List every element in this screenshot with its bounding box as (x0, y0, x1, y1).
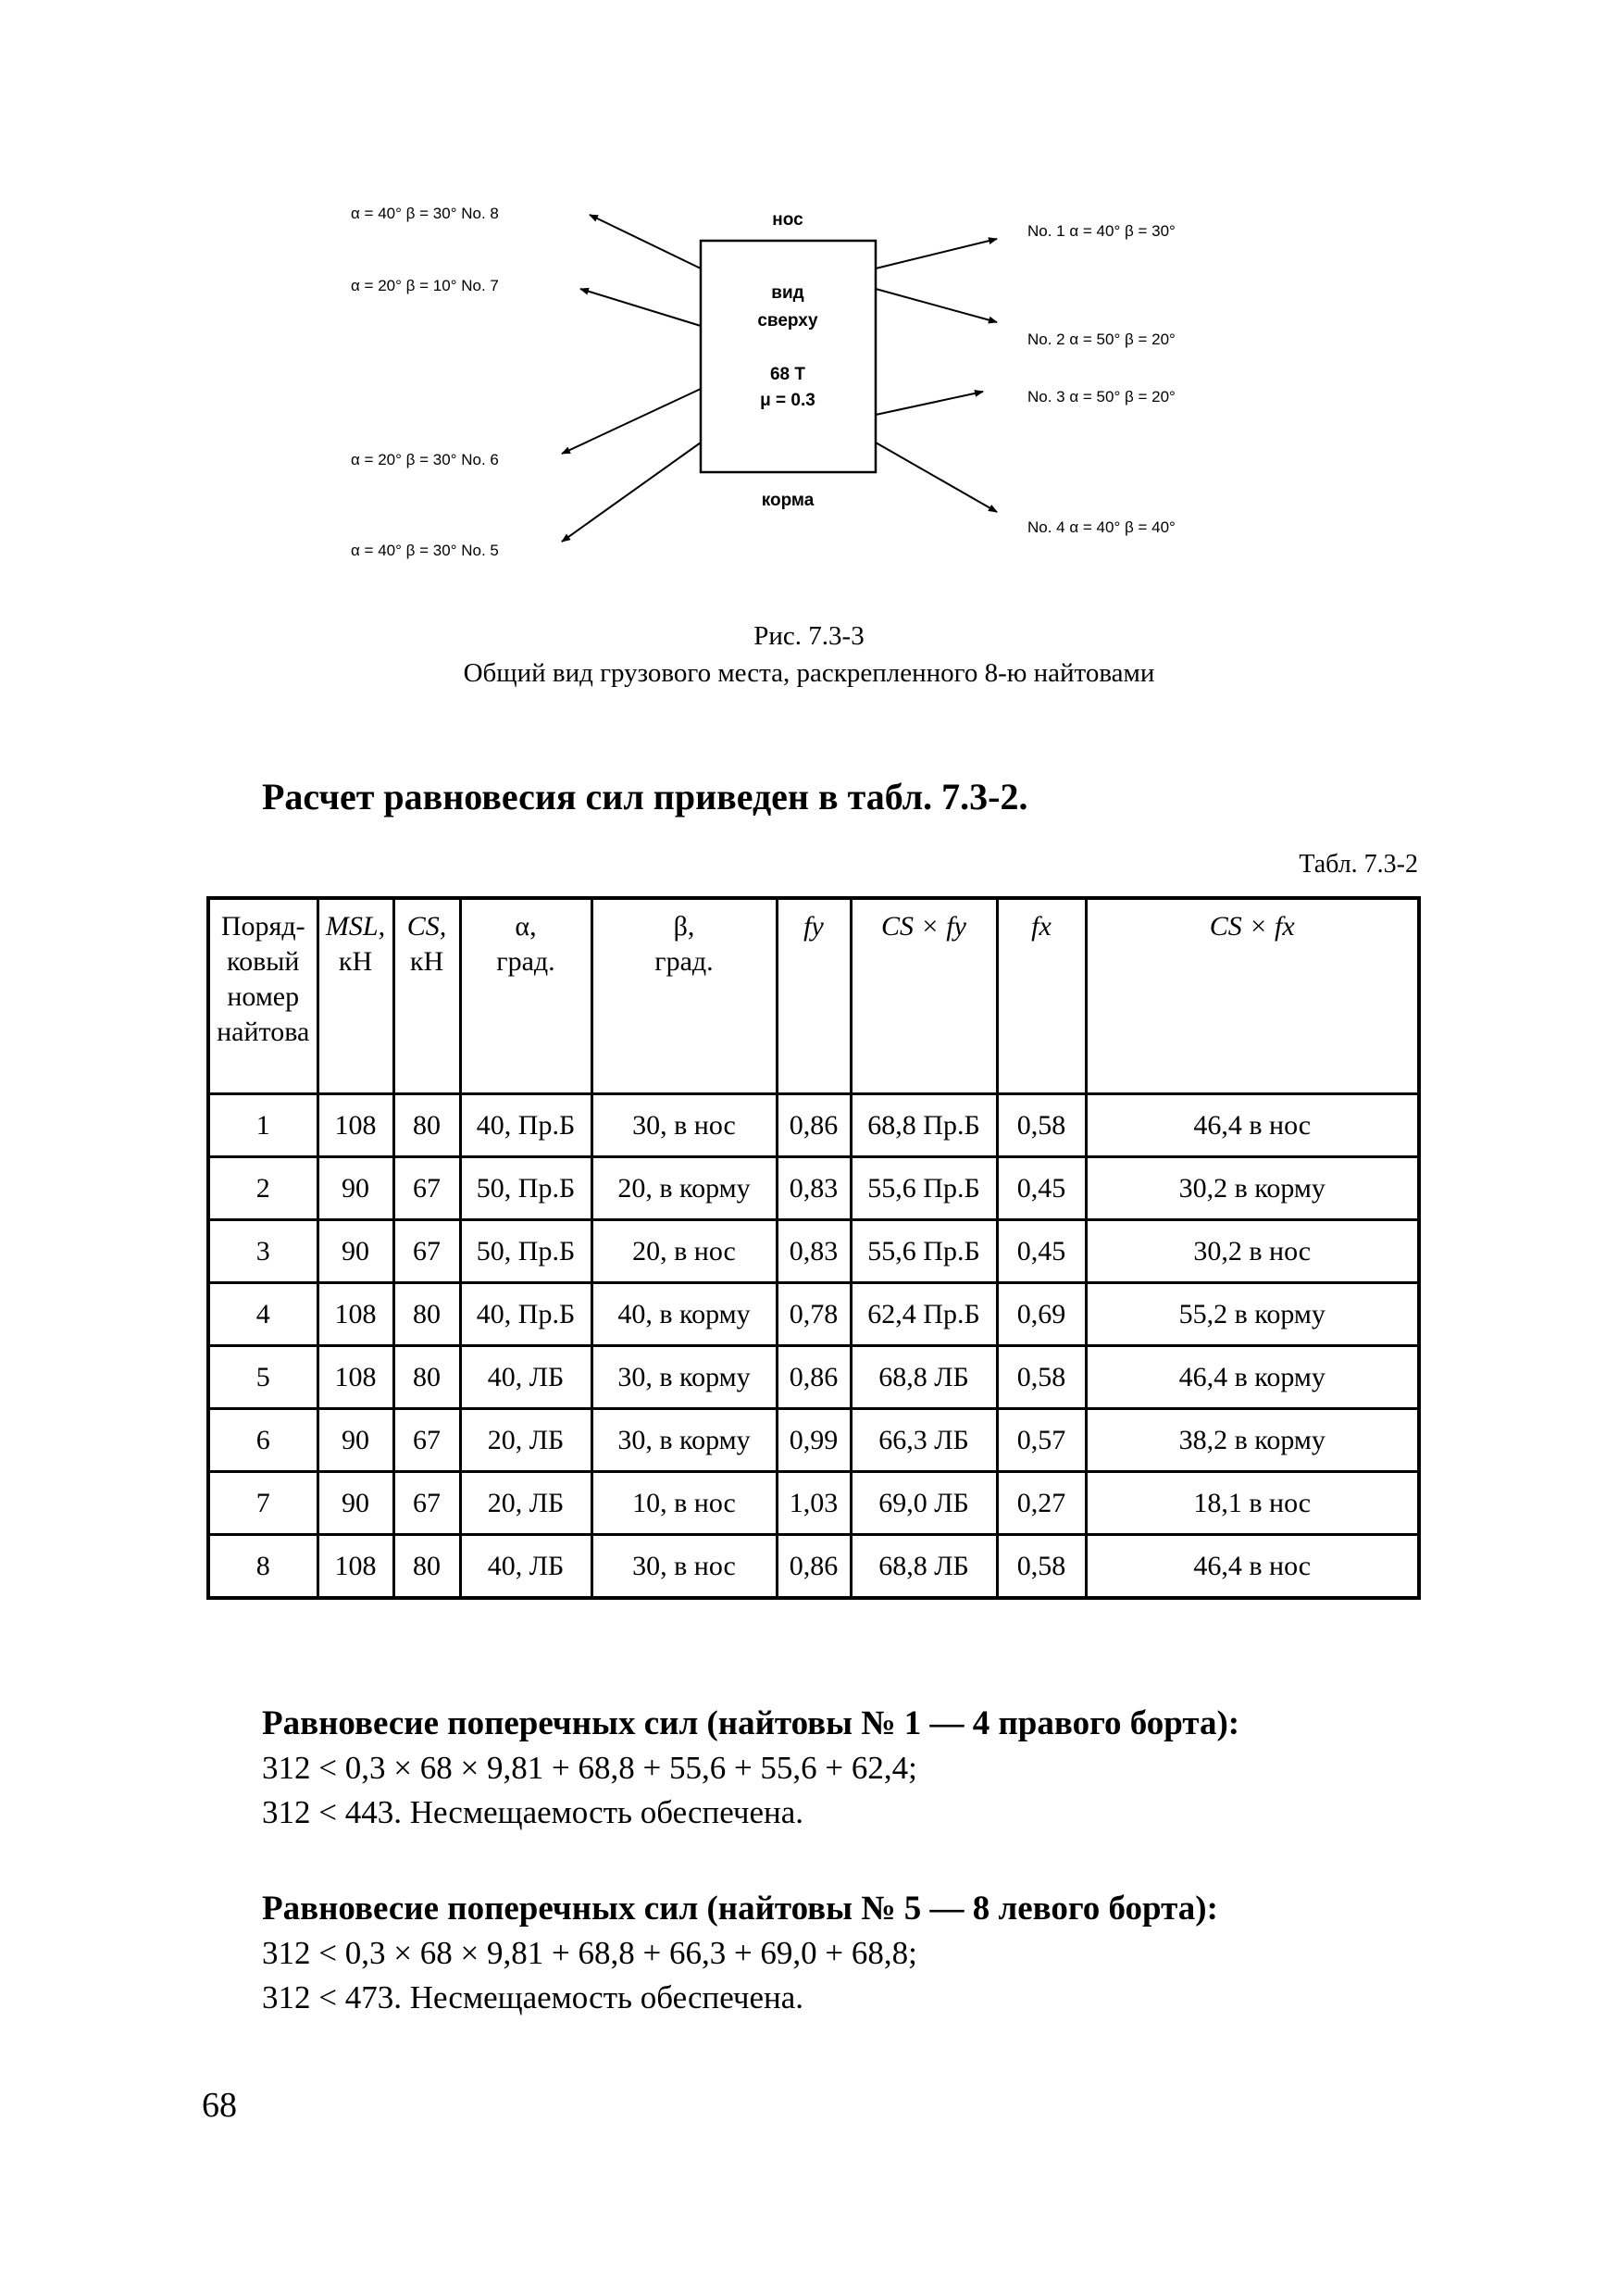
lashing-arrow-6 (562, 389, 701, 454)
cell-number: 6 (208, 1409, 317, 1472)
cell-cs: 67 (393, 1220, 460, 1283)
cell-beta: 20, в корму (591, 1157, 777, 1220)
cell-cs-fy: 55,6 Пр.Б (851, 1157, 997, 1220)
cell-msl: 90 (317, 1472, 393, 1535)
lashing-arrow-1 (876, 239, 997, 268)
cell-alpha: 50, Пр.Б (460, 1157, 591, 1220)
header-beta (591, 898, 777, 1094)
lashing-arrow-8 (590, 215, 701, 268)
cell-fx: 0,58 (997, 1094, 1086, 1157)
cell-cs: 80 (393, 1283, 460, 1346)
table-row (208, 1220, 1419, 1283)
cell-cs-fy: 68,8 ЛБ (851, 1346, 997, 1409)
cell-beta: 10, в нос (591, 1472, 777, 1535)
cell-number: 7 (208, 1472, 317, 1535)
cell-fx: 0,45 (997, 1157, 1086, 1220)
lashing-arrow-5 (562, 443, 701, 542)
cell-fx: 0,58 (997, 1346, 1086, 1409)
forces-table (206, 896, 1421, 1600)
header-text: α, (515, 911, 537, 942)
cell-cs-fy: 68,8 Пр.Б (851, 1094, 997, 1157)
cell-cs: 80 (393, 1346, 460, 1409)
lashing-label-6: α = 20° β = 30° No. 6 (351, 451, 499, 468)
balance-right-title: Равновесие поперечных сил (найтовы № 1 — 4 правого борта): (262, 1704, 1240, 1742)
cell-cs-fx: 30,2 в нос (1086, 1220, 1419, 1283)
cell-beta: 30, в корму (591, 1346, 777, 1409)
cell-cs-fx: 46,4 в корму (1086, 1346, 1419, 1409)
cell-fy: 0,86 (777, 1094, 851, 1157)
cell-alpha: 20, ЛБ (460, 1409, 591, 1472)
cell-cs-fy: 55,6 Пр.Б (851, 1220, 997, 1283)
cell-msl: 108 (317, 1346, 393, 1409)
cell-fy: 0,99 (777, 1409, 851, 1472)
cell-fy: 1,03 (777, 1472, 851, 1535)
cell-cs-fx: 46,4 в нос (1086, 1094, 1419, 1157)
header-text: CS, (406, 911, 447, 942)
cell-fy: 0,83 (777, 1157, 851, 1220)
header-fy: fy (777, 898, 851, 1094)
header-alpha (460, 898, 591, 1094)
cell-number: 5 (208, 1346, 317, 1409)
cell-msl: 90 (317, 1157, 393, 1220)
cell-cs: 80 (393, 1094, 460, 1157)
box-text-2: сверху (757, 311, 818, 331)
balance-right-line2: 312 < 443. Несмещаемость обеспечена. (262, 1794, 804, 1830)
box-text-3: 68 Т (769, 365, 806, 384)
cell-number: 4 (208, 1283, 317, 1346)
table-label: Табл. 7.3-2 (1299, 850, 1418, 879)
cell-cs-fx: 30,2 в корму (1086, 1157, 1419, 1220)
cell-alpha: 50, Пр.Б (460, 1220, 591, 1283)
header-msl (317, 898, 393, 1094)
label-stern: корма (761, 491, 815, 510)
cell-fy: 0,78 (777, 1283, 851, 1346)
cell-fx: 0,45 (997, 1220, 1086, 1283)
lashing-arrow-4 (876, 443, 997, 512)
lashing-label-4: No. 4 α = 40° β = 40° (1027, 518, 1176, 536)
box-text-4: μ = 0.3 (760, 391, 815, 410)
header-text: MSL, (325, 911, 386, 942)
cell-beta: 30, в нос (591, 1094, 777, 1157)
cell-fx: 0,27 (997, 1472, 1086, 1535)
header-text: ковый (227, 946, 300, 977)
header-unit: кН (409, 946, 444, 977)
cell-beta: 20, в нос (591, 1220, 777, 1283)
cell-number: 1 (208, 1094, 317, 1157)
cell-fy: 0,86 (777, 1535, 851, 1599)
cell-number: 3 (208, 1220, 317, 1283)
header-unit: град. (496, 946, 555, 977)
cell-fx: 0,57 (997, 1409, 1086, 1472)
lashing-label-7: α = 20° β = 10° No. 7 (351, 277, 499, 294)
cell-fy: 0,83 (777, 1220, 851, 1283)
header-unit: град. (654, 946, 714, 977)
figure-number: Рис. 7.3-3 (753, 621, 865, 651)
balance-left-line1: 312 < 0,3 × 68 × 9,81 + 68,8 + 66,3 + 69,0 + 68,8; (262, 1935, 917, 1971)
cell-fx: 0,58 (997, 1535, 1086, 1599)
table-header-row (208, 898, 1419, 1094)
cell-fx: 0,69 (997, 1283, 1086, 1346)
box-text-1: вид (771, 283, 804, 303)
cell-cs-fy: 69,0 ЛБ (851, 1472, 997, 1535)
cell-alpha: 40, Пр.Б (460, 1283, 591, 1346)
lashing-label-3: No. 3 α = 50° β = 20° (1027, 388, 1176, 406)
cell-msl: 90 (317, 1220, 393, 1283)
cell-msl: 108 (317, 1535, 393, 1599)
cell-cs: 67 (393, 1157, 460, 1220)
cell-cs-fy: 62,4 Пр.Б (851, 1283, 997, 1346)
cell-msl: 108 (317, 1283, 393, 1346)
lashing-arrow-3 (876, 392, 983, 415)
header-cs (393, 898, 460, 1094)
cell-cs-fy: 66,3 ЛБ (851, 1409, 997, 1472)
table-row (208, 1346, 1419, 1409)
cell-msl: 108 (317, 1094, 393, 1157)
lashing-label-8: α = 40° β = 30° No. 8 (351, 205, 499, 222)
table-row (208, 1472, 1419, 1535)
cell-cs-fx: 55,2 в корму (1086, 1283, 1419, 1346)
cell-beta: 30, в нос (591, 1535, 777, 1599)
lashing-label-2: No. 2 α = 50° β = 20° (1027, 331, 1176, 348)
header-unit: кН (338, 946, 373, 977)
cargo-box (701, 241, 876, 472)
header-text: номер (227, 981, 300, 1012)
cell-cs-fx: 18,1 в нос (1086, 1472, 1419, 1535)
cell-alpha: 20, ЛБ (460, 1472, 591, 1535)
cell-alpha: 40, ЛБ (460, 1535, 591, 1599)
table-row (208, 1409, 1419, 1472)
figure-caption: Общий вид грузового места, раскрепленного 8-ю найтовами (463, 658, 1155, 688)
section-heading: Расчет равновесия сил приведен в табл. 7.3-2. (262, 776, 1028, 817)
cell-cs: 67 (393, 1409, 460, 1472)
cell-fy: 0,86 (777, 1346, 851, 1409)
lashing-label-5: α = 40° β = 30° No. 5 (351, 542, 499, 559)
lashing-arrow-7 (580, 289, 701, 326)
header-text: Поряд- (220, 911, 305, 942)
cell-beta: 30, в корму (591, 1409, 777, 1472)
lashing-label-1: No. 1 α = 40° β = 30° (1027, 222, 1176, 240)
header-text: найтова (217, 1017, 310, 1047)
table-row (208, 1094, 1419, 1157)
cell-cs-fx: 38,2 в корму (1086, 1409, 1419, 1472)
cell-cs: 67 (393, 1472, 460, 1535)
balance-left-block (262, 1887, 1218, 2020)
lashing-arrow-2 (876, 289, 997, 322)
header-lashing-number (208, 898, 317, 1094)
cell-cs: 80 (393, 1535, 460, 1599)
header-fx: fx (997, 898, 1086, 1094)
header-cs-fx: CS × fx (1086, 898, 1419, 1094)
label-bow: нос (772, 210, 803, 230)
table-row (208, 1283, 1419, 1346)
lashing-diagram (0, 0, 1618, 593)
cell-msl: 90 (317, 1409, 393, 1472)
cell-beta: 40, в корму (591, 1283, 777, 1346)
balance-right-line1: 312 < 0,3 × 68 × 9,81 + 68,8 + 55,6 + 55,6 + 62,4; (262, 1750, 917, 1786)
cell-alpha: 40, Пр.Б (460, 1094, 591, 1157)
cell-number: 8 (208, 1535, 317, 1599)
header-cs-fy: CS × fy (851, 898, 997, 1094)
cell-cs-fy: 68,8 ЛБ (851, 1535, 997, 1599)
cell-cs-fx: 46,4 в нос (1086, 1535, 1419, 1599)
balance-left-line2: 312 < 473. Несмещаемость обеспечена. (262, 1979, 804, 2015)
table-row (208, 1535, 1419, 1599)
cell-number: 2 (208, 1157, 317, 1220)
table-row (208, 1157, 1419, 1220)
header-text: β, (673, 911, 695, 942)
page-number: 68 (202, 2086, 237, 2125)
balance-left-title: Равновесие поперечных сил (найтовы № 5 — 8 левого борта): (262, 1890, 1218, 1928)
cell-alpha: 40, ЛБ (460, 1346, 591, 1409)
balance-right-block (262, 1702, 1239, 1835)
